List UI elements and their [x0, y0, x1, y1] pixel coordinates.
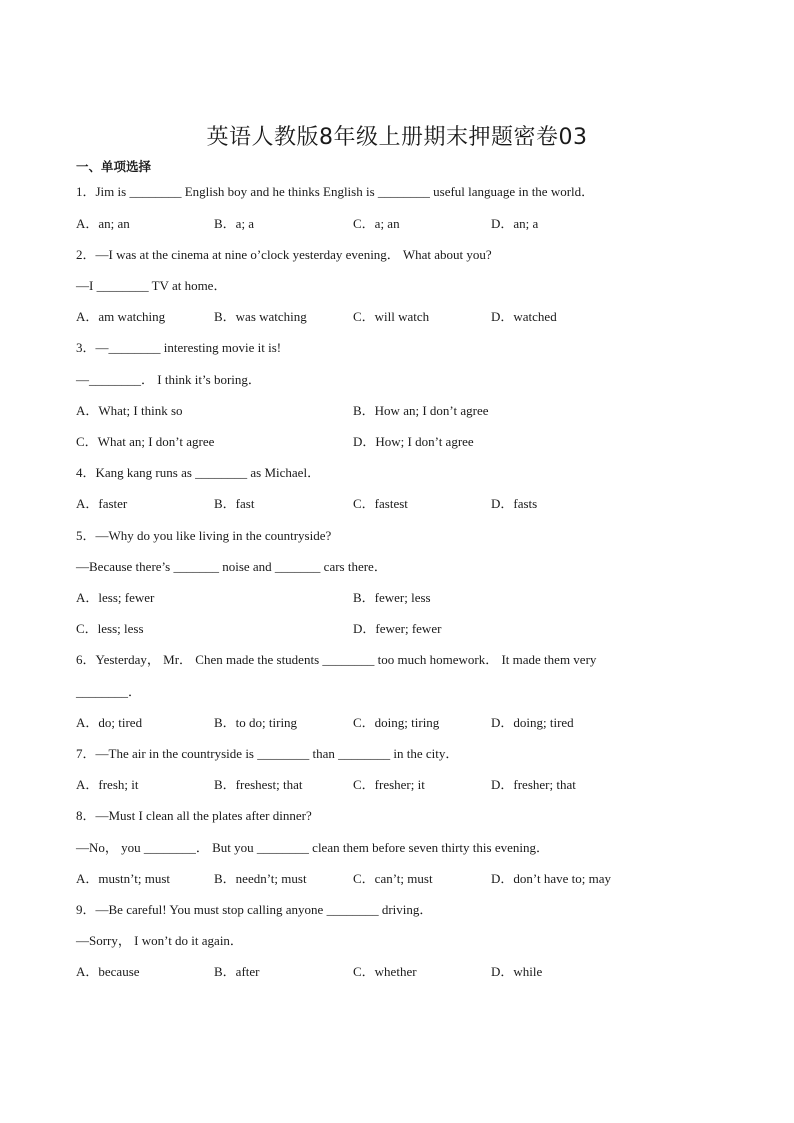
question-1-option-a[interactable]: A．an; an — [76, 216, 130, 231]
question-8-stem-line2: —No， you ________． But you ________ clean them before seven thirty this evening． — [76, 840, 549, 855]
question-2-options — [76, 309, 716, 325]
question-2-option-d[interactable]: D．watched — [491, 309, 557, 324]
question-7-option-d[interactable]: D．fresher; that — [491, 777, 576, 792]
question-8-option-a[interactable]: A．mustn’t; must — [76, 871, 171, 886]
question-2-option-c[interactable]: C．will watch — [353, 309, 430, 324]
question-6-stem-line2: ________． — [76, 684, 142, 699]
question-1-stem: 1．Jim is ________ English boy and he thinks English is ________ useful language in the world． — [76, 184, 595, 199]
question-1-options — [76, 216, 716, 232]
question-8-option-d[interactable]: D．don’t have to; may — [491, 871, 611, 886]
question-3-options-row2 — [76, 434, 716, 450]
question-2-stem: 2．—I was at the cinema at nine o’clock yesterday evening． What about you? — [76, 247, 492, 262]
question-5-option-b[interactable]: B．fewer; less — [353, 590, 431, 605]
question-8-option-b[interactable]: B．needn’t; must — [214, 871, 307, 886]
question-7-options — [76, 777, 716, 793]
question-3-option-a[interactable]: A．What; I think so — [76, 403, 183, 418]
question-1-option-b[interactable]: B．a; a — [214, 216, 255, 231]
question-3-stem: 3．—________ interesting movie it is! — [76, 340, 282, 355]
question-4-stem: 4．Kang kang runs as ________ as Michael． — [76, 465, 321, 480]
question-5-option-c[interactable]: C．less; less — [76, 621, 144, 636]
question-3-option-b[interactable]: B．How an; I don’t agree — [353, 403, 489, 418]
question-3-option-c[interactable]: C．What an; I don’t agree — [76, 434, 215, 449]
question-6-option-a[interactable]: A．do; tired — [76, 715, 143, 730]
question-6-option-b[interactable]: B．to do; tiring — [214, 715, 298, 730]
question-3-option-d[interactable]: D．How; I don’t agree — [353, 434, 474, 449]
question-9-option-c[interactable]: C．whether — [353, 964, 417, 979]
question-8-option-c[interactable]: C．can’t; must — [353, 871, 433, 886]
question-1-option-c[interactable]: C．a; an — [353, 216, 400, 231]
question-5-options-row2 — [76, 621, 716, 637]
question-9-option-d[interactable]: D．while — [491, 964, 543, 979]
question-4-option-d[interactable]: D．fasts — [491, 496, 538, 511]
question-4-option-c[interactable]: C．fastest — [353, 496, 408, 511]
question-1-option-d[interactable]: D．an; a — [491, 216, 539, 231]
question-6-stem: 6．Yesterday， Mr． Chen made the students ________ too much homework． It made them very — [76, 652, 597, 667]
question-2-option-a[interactable]: A．am watching — [76, 309, 166, 324]
section-heading: 一、单项选择 — [76, 159, 152, 174]
question-7-stem: 7．—The air in the countryside is ________ than ________ in the city． — [76, 746, 459, 761]
question-2-option-b[interactable]: B．was watching — [214, 309, 307, 324]
question-9-option-a[interactable]: A．because — [76, 964, 140, 979]
question-6-option-d[interactable]: D．doing; tired — [491, 715, 574, 730]
page-title: 英语人教版8年级上册期末押题密卷03 — [206, 125, 588, 150]
question-5-option-a[interactable]: A．less; fewer — [76, 590, 155, 605]
question-9-stem: 9．—Be careful! You must stop calling anyone ________ driving． — [76, 902, 433, 917]
question-5-stem: 5．—Why do you like living in the countryside? — [76, 528, 332, 543]
question-4-option-b[interactable]: B．fast — [214, 496, 255, 511]
question-9-option-b[interactable]: B．after — [214, 964, 260, 979]
question-8-stem: 8．—Must I clean all the plates after dinner? — [76, 808, 312, 823]
question-6-option-c[interactable]: C．doing; tiring — [353, 715, 440, 730]
question-7-option-c[interactable]: C．fresher; it — [353, 777, 425, 792]
question-5-option-d[interactable]: D．fewer; fewer — [353, 621, 442, 636]
question-5-stem-line2: —Because there’s _______ noise and _______ cars there． — [76, 559, 387, 574]
question-3-options-row1 — [76, 403, 716, 419]
question-9-options — [76, 964, 716, 980]
question-4-options — [76, 496, 716, 512]
question-6-options — [76, 715, 716, 731]
question-2-stem-line2: —I ________ TV at home． — [76, 278, 227, 293]
question-9-stem-line2: —Sorry， I won’t do it again． — [76, 933, 243, 948]
question-7-option-a[interactable]: A．fresh; it — [76, 777, 139, 792]
question-8-options — [76, 871, 716, 887]
question-3-stem-line2: —________． I think it’s boring． — [76, 372, 261, 387]
question-4-option-a[interactable]: A．faster — [76, 496, 128, 511]
question-7-option-b[interactable]: B．freshest; that — [214, 777, 303, 792]
question-5-options-row1 — [76, 590, 716, 606]
